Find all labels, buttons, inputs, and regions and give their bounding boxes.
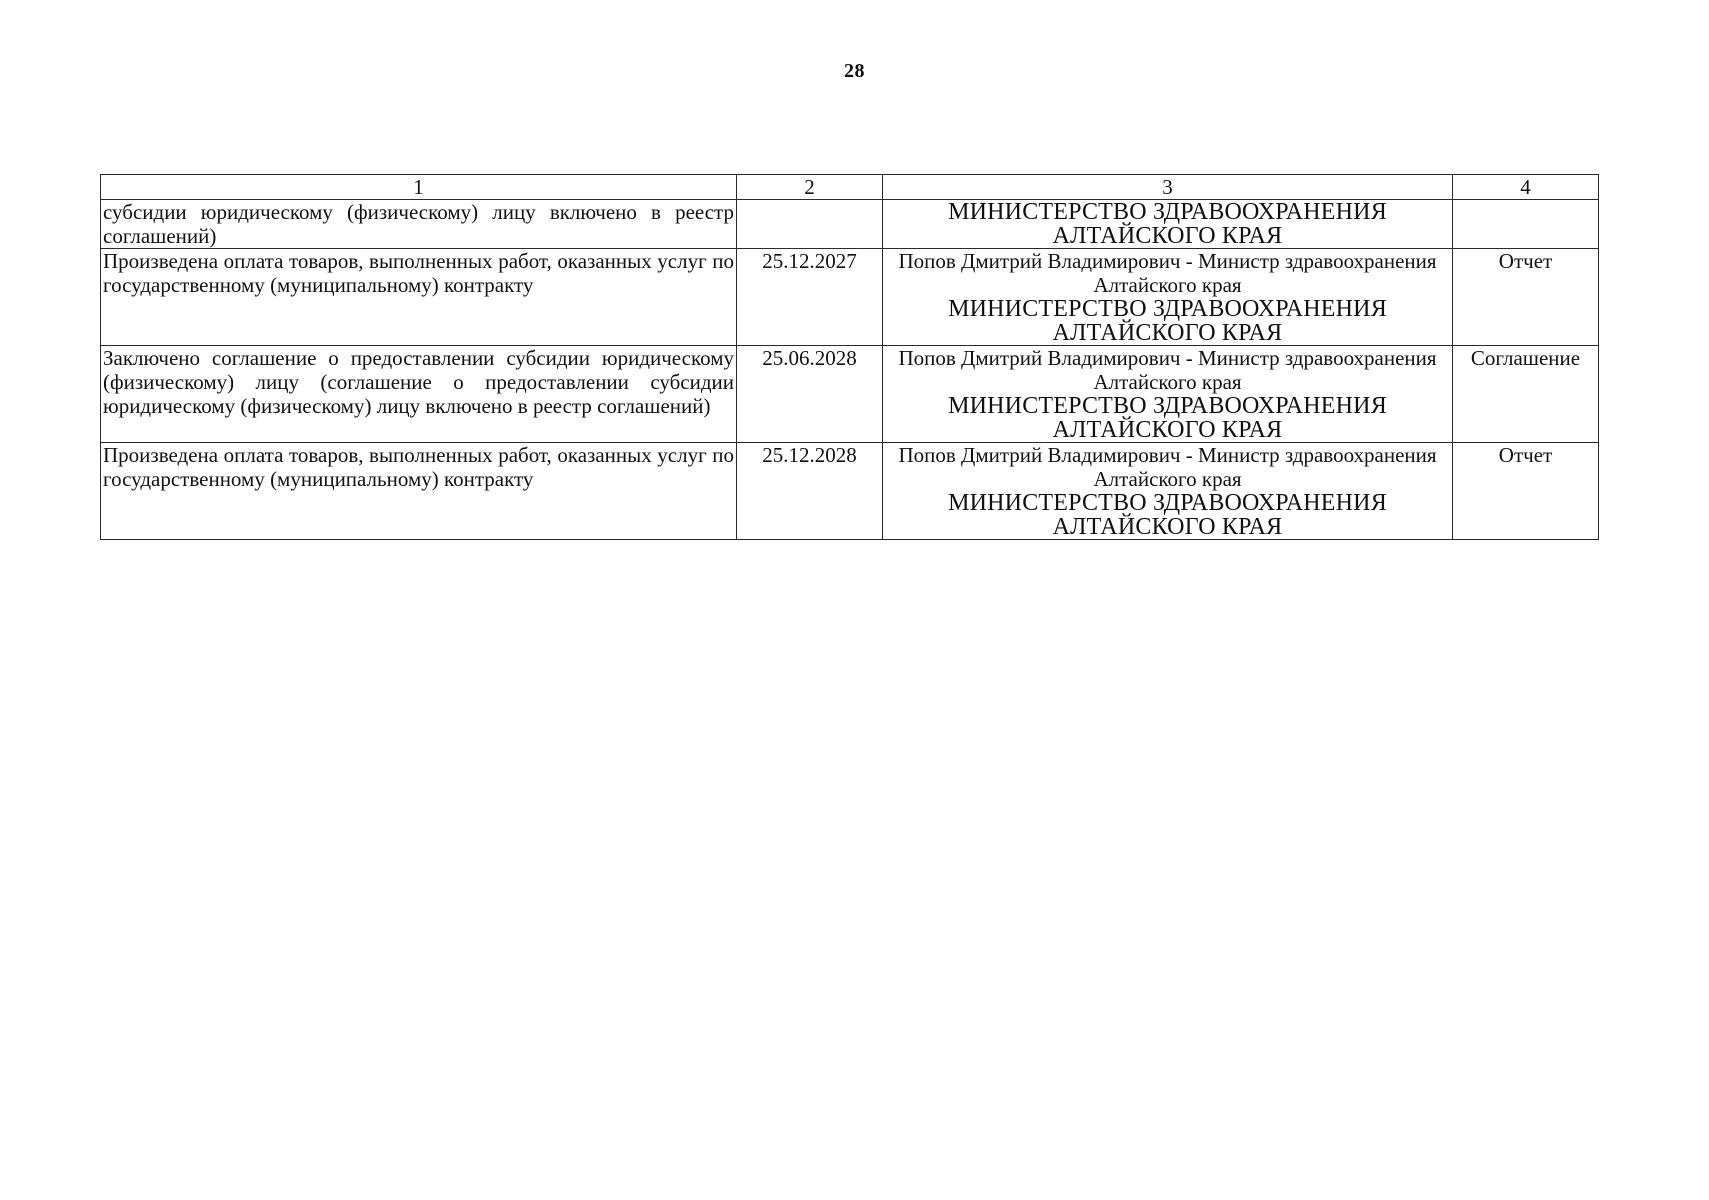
page-number: 28	[844, 60, 865, 82]
table-row	[101, 443, 1599, 540]
column-header-3: 3	[883, 175, 1453, 200]
responsible-organization: МИНИСТЕРСТВО ЗДРАВООХРАНЕНИЯ АЛТАЙСКОГО КРАЯ	[948, 199, 1387, 249]
document-type: Отчет	[1453, 443, 1599, 540]
document-table	[100, 174, 1599, 540]
document-type: Отчет	[1453, 249, 1599, 346]
event-description: Произведена оплата товаров, выполненных работ, оказанных услуг по государственному (муниципальному) контракту	[101, 443, 737, 540]
event-description: Произведена оплата товаров, выполненных работ, оказанных услуг по государственному (муниципальному) контракту	[101, 249, 737, 346]
event-date	[737, 200, 883, 249]
column-header-2: 2	[737, 175, 883, 200]
responsible-cell	[883, 200, 1453, 249]
event-description: субсидии юридическому (физическому) лицу включено в реестр соглашений)	[101, 200, 737, 249]
responsible-person: Попов Дмитрий Владимирович - Министр здравоохранения Алтайского края	[898, 346, 1437, 394]
column-header-1: 1	[101, 175, 737, 200]
event-description: Заключено соглашение о предоставлении субсидии юридическому (физическому) лицу (соглашение о предоставлении субсидии юридическому (физическому) лицу включено в реестр соглашений)	[101, 346, 737, 443]
responsible-organization: МИНИСТЕРСТВО ЗДРАВООХРАНЕНИЯ АЛТАЙСКОГО КРАЯ	[948, 393, 1387, 443]
document-type: Соглашение	[1453, 346, 1599, 443]
column-header-4: 4	[1453, 175, 1599, 200]
responsible-organization: МИНИСТЕРСТВО ЗДРАВООХРАНЕНИЯ АЛТАЙСКОГО КРАЯ	[948, 296, 1387, 346]
table-row	[101, 200, 1599, 249]
table-row	[101, 249, 1599, 346]
event-date: 25.12.2028	[737, 443, 883, 540]
responsible-cell	[883, 346, 1453, 443]
responsible-person: Попов Дмитрий Владимирович - Министр здравоохранения Алтайского края	[898, 249, 1437, 297]
document-type	[1453, 200, 1599, 249]
table-header-row	[101, 175, 1599, 200]
event-date: 25.12.2027	[737, 249, 883, 346]
event-date: 25.06.2028	[737, 346, 883, 443]
responsible-cell	[883, 443, 1453, 540]
responsible-cell	[883, 249, 1453, 346]
responsible-organization: МИНИСТЕРСТВО ЗДРАВООХРАНЕНИЯ АЛТАЙСКОГО КРАЯ	[948, 490, 1387, 540]
table-row	[101, 346, 1599, 443]
responsible-person: Попов Дмитрий Владимирович - Министр здравоохранения Алтайского края	[898, 443, 1437, 491]
